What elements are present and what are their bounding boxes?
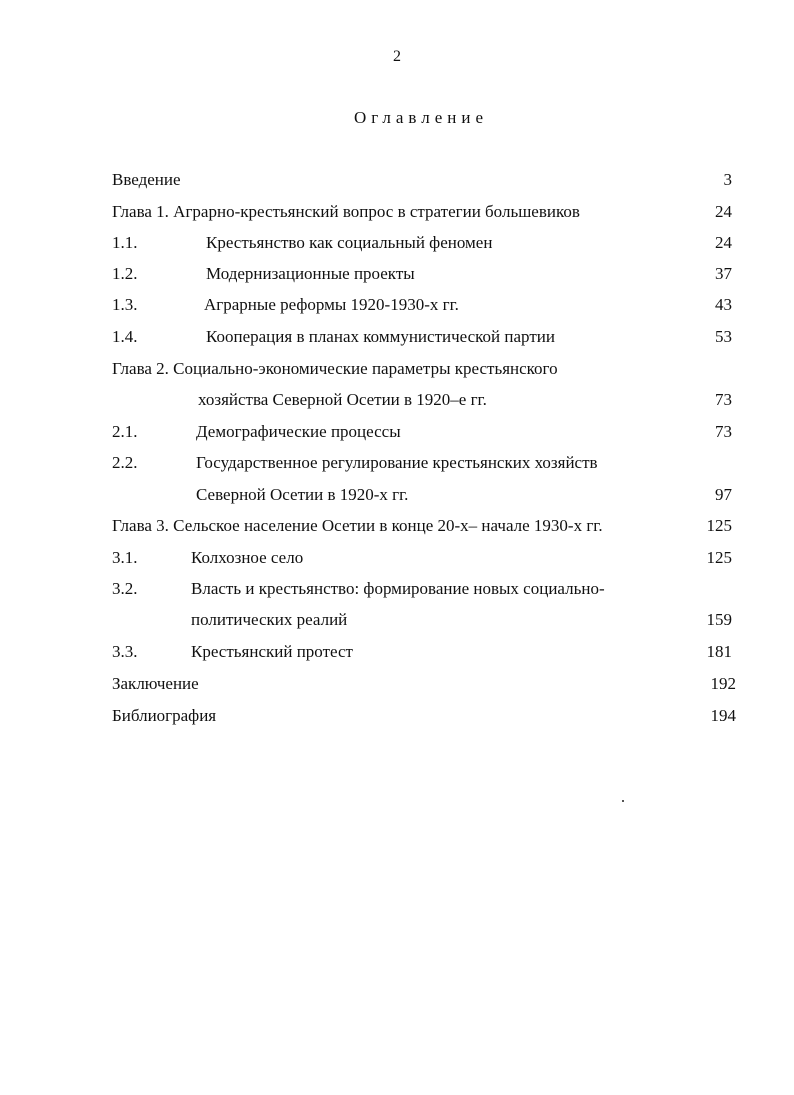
toc-entry-number: 3.2. [112,579,138,598]
toc-entry-text: политических реалий [191,610,348,629]
toc-entry-introduction [112,168,738,192]
toc-entry-page: 125 [706,516,732,535]
toc-entry-3-2 [112,577,738,601]
toc-title: Оглавление [354,108,488,127]
toc-entry-page: 3 [723,170,732,189]
toc-entry-page: 73 [715,390,732,409]
toc-entry-page: 43 [715,295,732,314]
toc-entry-text: Аграрные реформы 1920-1930-х гг. [204,295,459,314]
toc-entry-1-1 [112,231,738,255]
toc-entry-text: Северной Осетии в 1920-х гг. [196,485,409,504]
toc-entry-chapter-2-continued [112,388,738,412]
toc-entry-page: 194 [710,706,736,725]
toc-entry-text: Государственное регулирование крестьянских хозяйств [196,453,598,472]
toc-entry-text: Глава 1. Аграрно-крестьянский вопрос в стратегии большевиков [112,202,580,221]
toc-entry-2-2 [112,451,738,475]
toc-entry-text: Модернизационные проекты [206,264,415,283]
toc-entry-number: 1.3. [112,295,138,314]
toc-entry-3-3 [112,640,738,664]
toc-entry-chapter-2 [112,357,738,381]
toc-entry-1-4 [112,325,738,349]
toc-entry-number: 1.2. [112,264,138,283]
toc-entry-text: Глава 2. Социально-экономические параметры крестьянского [112,359,558,378]
toc-entry-text: Глава 3. Сельское население Осетии в конце 20-х– начале 1930-х гг. [112,516,603,535]
toc-entry-text: Крестьянство как социальный феномен [206,233,493,252]
toc-entry-number: 2.2. [112,453,138,472]
toc-entry-page: 159 [706,610,732,629]
toc-entry-bibliography [112,704,738,728]
toc-entry-text: Заключение [112,674,199,693]
toc-entry-2-2-continued [112,483,738,507]
toc-entry-text: Власть и крестьянство: формирование новых социально- [191,579,605,598]
toc-entry-chapter-1 [112,200,738,224]
toc-entry-chapter-3 [112,514,738,538]
toc-entry-number: 3.1. [112,548,138,567]
page-number: 2 [393,48,401,65]
toc-entry-number: 2.1. [112,422,138,441]
toc-entry-text: хозяйства Северной Осетии в 1920–е гг. [198,390,487,409]
toc-entry-text: Крестьянский протест [191,642,353,661]
toc-entry-page: 53 [715,327,732,346]
toc-entry-page: 24 [715,233,732,252]
toc-entry-page: 24 [715,202,732,221]
toc-entry-conclusion [112,672,738,696]
toc-entry-page: 37 [715,264,732,283]
scan-speck [622,800,624,802]
toc-entry-page: 192 [710,674,736,693]
toc-entry-text: Колхозное село [191,548,304,567]
toc-entry-text: Демографические процессы [196,422,401,441]
toc-entry-3-1 [112,546,738,570]
toc-entry-page: 181 [706,642,732,661]
toc-entry-text: Кооперация в планах коммунистической партии [206,327,555,346]
toc-entry-page: 97 [715,485,732,504]
toc-entry-page: 125 [706,548,732,567]
toc-entry-1-3 [112,293,738,317]
toc-entry-1-2 [112,262,738,286]
toc-entry-text: Введение [112,170,181,189]
toc-entry-number: 3.3. [112,642,138,661]
toc-entry-number: 1.1. [112,233,138,252]
toc-entry-3-2-continued [112,608,738,632]
toc-entry-text: Библиография [112,706,217,725]
toc-entry-number: 1.4. [112,327,138,346]
toc-entry-2-1 [112,420,738,444]
toc-entry-page: 73 [715,422,732,441]
